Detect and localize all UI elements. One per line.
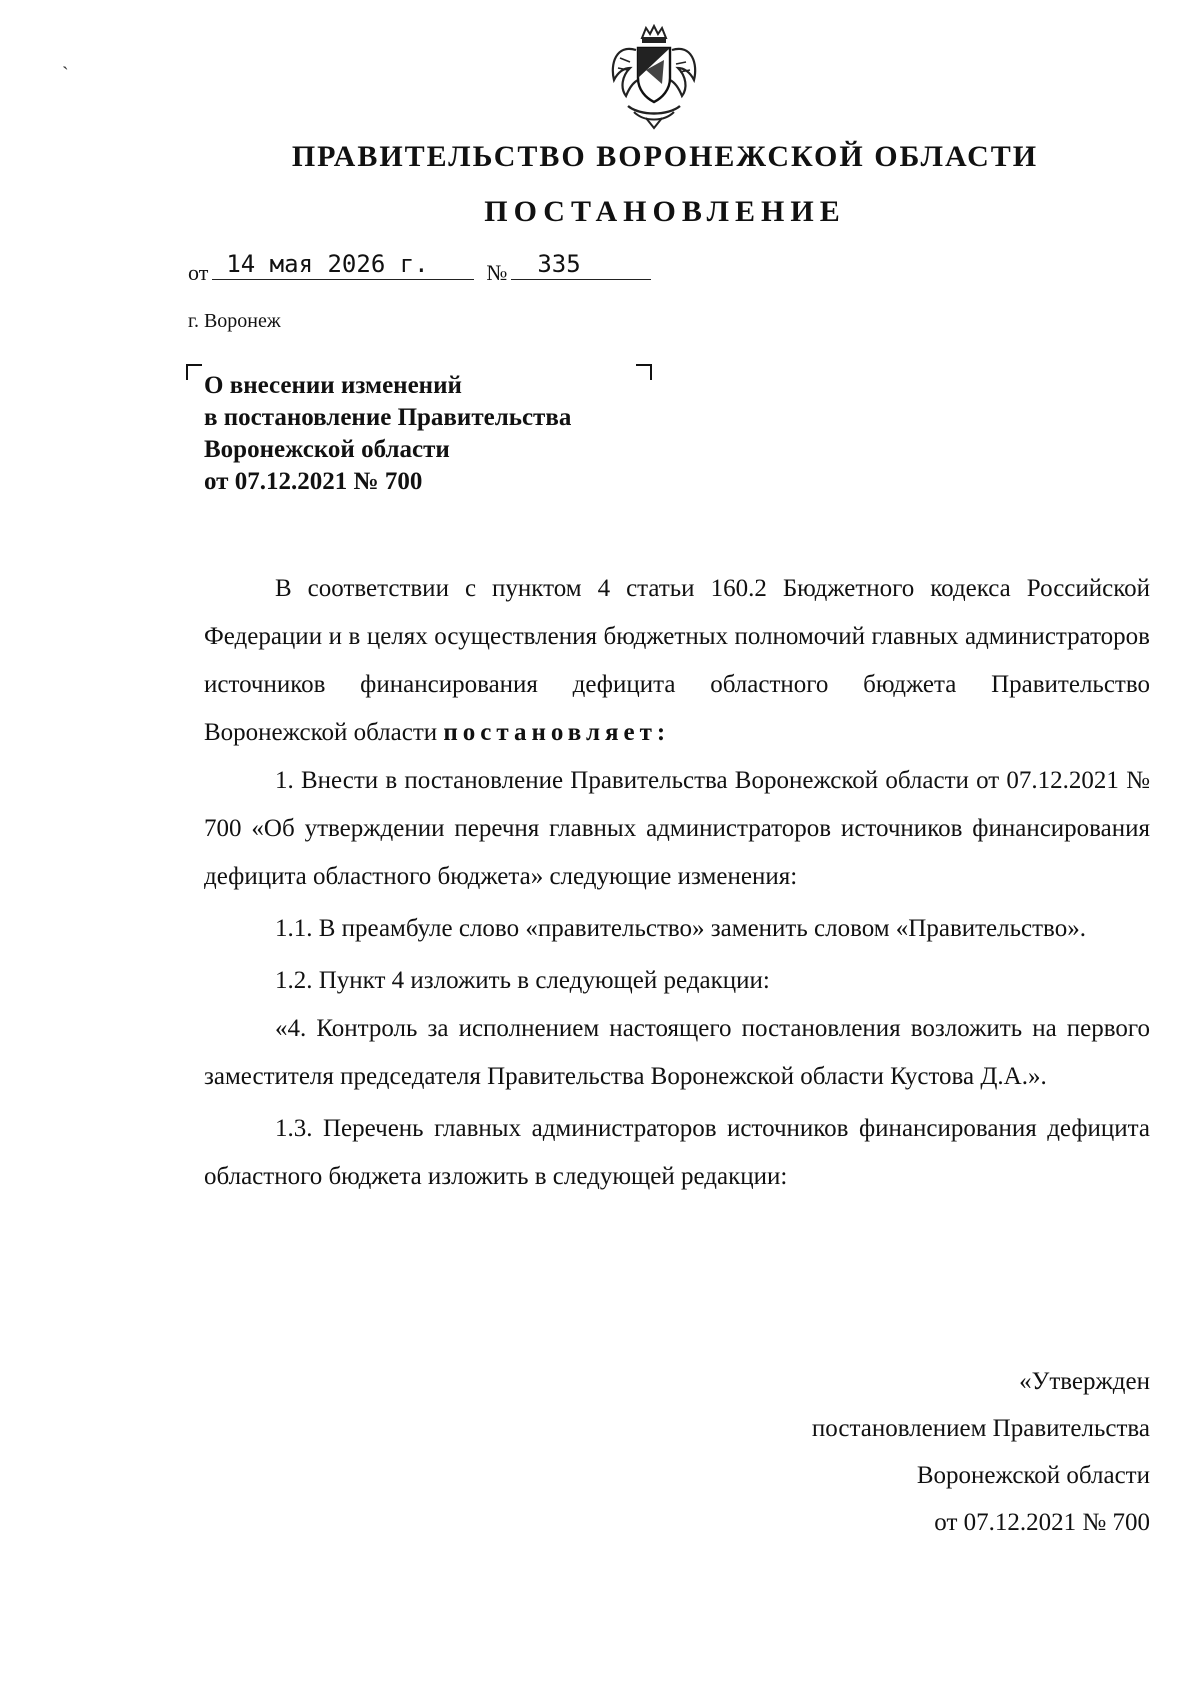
item-1-1: 1.1. В преамбуле слово «правительство» заменить словом «Правительство». (275, 915, 1086, 942)
number-sign: № (486, 260, 508, 285)
approval-stamp (812, 1358, 1150, 1546)
document-date: 14 мая 2026 г. (212, 249, 474, 280)
coat-of-arms-icon (606, 24, 702, 130)
subject-bracket-right (636, 364, 652, 380)
subject-line: в постановление Правительства (204, 404, 572, 431)
city: г. Воронеж (188, 310, 281, 332)
dateline (188, 250, 651, 286)
document-subject (204, 370, 571, 498)
document-type: ПОСТАНОВЛЕНИЕ (484, 195, 846, 228)
document-number: 335 (511, 249, 651, 280)
approval-line: Воронежской области (916, 1462, 1150, 1489)
approval-line: постановлением Правительства (811, 1415, 1150, 1442)
subject-line: от 07.12.2021 № 700 (204, 468, 423, 495)
subject-bracket-left (186, 364, 202, 380)
item-1: 1. Внести в постановление Правительства Воронежской области от 07.12.2021 № 700 «Об утверждении перечня главных администраторов источников финансирования дефицита областного бюджета» следующие изменения: (204, 767, 1150, 890)
subject-line: О внесении изменений (204, 372, 462, 399)
government-title: ПРАВИТЕЛЬСТВО ВОРОНЕЖСКОЙ ОБЛАСТИ (291, 140, 1039, 173)
document-body (204, 565, 1150, 1201)
scan-speck: ˏ (62, 48, 69, 70)
preamble-text: В соответствии с пунктом 4 статьи 160.2 Бюджетного кодекса Российской Федерации и в целях осуществления бюджетных полномочий главных администраторов источников финансирования дефицита областного бюджета Правительство Воронежской области (204, 575, 1150, 746)
approval-line: «Утвержден (1019, 1368, 1150, 1395)
item-1-2-text: «4. Контроль за исполнением настоящего постановления возложить на первого заместителя председателя Правительства Воронежской области Кустова Д.А.». (204, 1015, 1150, 1090)
subject-line: Воронежской области (204, 436, 450, 463)
item-1-2: 1.2. Пункт 4 изложить в следующей редакции: (275, 967, 770, 994)
date-prefix: от (188, 260, 209, 285)
preamble-paragraph (204, 565, 1150, 757)
approval-line: от 07.12.2021 № 700 (934, 1509, 1150, 1536)
decree-word: постановляет: (443, 719, 671, 746)
item-1-3: 1.3. Перечень главных администраторов источников финансирования дефицита областного бюджета изложить в следующей редакции: (204, 1115, 1150, 1190)
